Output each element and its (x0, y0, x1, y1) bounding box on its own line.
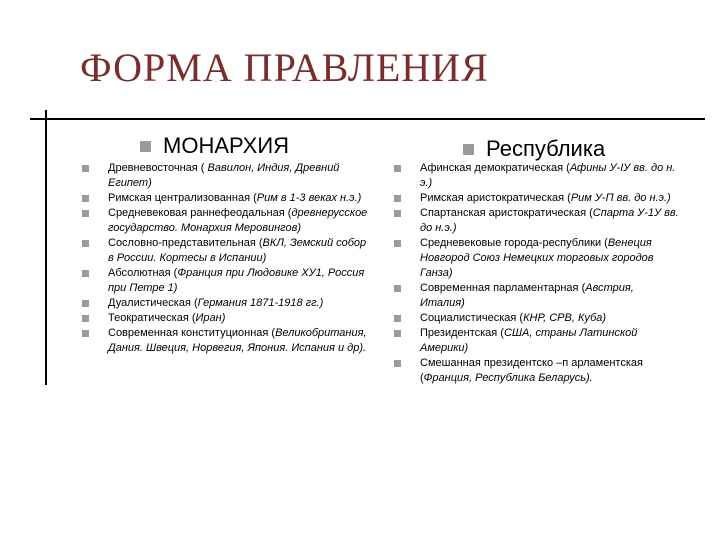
bullet-square-icon (394, 210, 401, 217)
item-title: Сословно-представительная ( (108, 237, 263, 249)
item-detail: Рим У-П вв. до н.э.) (570, 192, 671, 204)
list-item (82, 266, 372, 296)
item-title: Средневековые города-республики ( (420, 237, 608, 249)
monarchy-heading-text: МОНАРХИЯ (163, 133, 290, 158)
bullet-square-icon (82, 210, 89, 217)
item-detail: Вавилон, Индия, Древний Египет) (108, 162, 340, 189)
item-detail: Австрия, Италия) (420, 282, 634, 309)
item-title: Современная конституционная ( (108, 327, 276, 339)
bullet-square-icon (82, 270, 89, 277)
list-item (82, 326, 372, 356)
list-item (82, 296, 372, 311)
bullet-square-icon (463, 144, 474, 155)
bullet-square-icon (394, 315, 401, 322)
republic-heading-text: Республика (486, 136, 606, 161)
left-vertical-rule (45, 110, 47, 385)
bullet-square-icon (394, 330, 401, 337)
item-title: Смешанная президентско –п арламентская ( (420, 357, 643, 384)
list-item (394, 191, 679, 206)
item-title: Спартанская аристократическая ( (420, 207, 593, 219)
item-title: Абсолютная ( (108, 267, 178, 279)
item-detail: Франция, Республика Беларусь). (423, 372, 593, 384)
item-title: Современная парламентарная ( (420, 282, 586, 294)
item-title: Древневосточная ( (108, 162, 205, 174)
bullet-square-icon (394, 165, 401, 172)
bullet-square-icon (394, 240, 401, 247)
list-item (394, 311, 679, 326)
item-detail: Рим в 1-3 веках н.э.) (256, 192, 362, 204)
list-item (82, 161, 372, 191)
item-detail: Великобритания, Дания. Швеция, Норвегия, Япония. Испания и др). (108, 327, 367, 354)
monarchy-list (82, 161, 372, 356)
bullet-square-icon (82, 330, 89, 337)
bullet-square-icon (394, 285, 401, 292)
item-detail: ВКЛ, Земский собор в России. Кортесы в Испании) (108, 237, 367, 264)
item-detail: Иран) (195, 312, 226, 324)
bullet-square-icon (82, 300, 89, 307)
list-item (394, 161, 679, 191)
list-item (394, 236, 679, 281)
list-item (394, 356, 679, 386)
item-detail: США, страны Латинской Америки) (420, 327, 638, 354)
list-item (82, 236, 372, 266)
list-item (82, 191, 372, 206)
item-title: Дуалистическая ( (108, 297, 198, 309)
item-detail: КНР, СРВ, Куба) (523, 312, 607, 324)
list-item (82, 206, 372, 236)
item-detail: Спарта У-1У вв. до н.э.) (420, 207, 679, 234)
slide-title: ФОРМА ПРАВЛЕНИЯ (80, 45, 489, 90)
bullet-square-icon (140, 141, 151, 152)
item-title: Афинская демократическая ( (420, 162, 570, 174)
item-detail: Афины У-ІУ вв. до н. э.) (420, 162, 676, 189)
monarchy-heading (140, 133, 289, 159)
item-title: Теократическая ( (108, 312, 196, 324)
republic-heading (463, 136, 605, 162)
list-item (394, 281, 679, 311)
item-title: Социалистическая ( (420, 312, 524, 324)
title-rule (30, 118, 705, 120)
bullet-square-icon (82, 165, 89, 172)
list-item (82, 311, 372, 326)
bullet-square-icon (82, 240, 89, 247)
bullet-square-icon (82, 315, 89, 322)
item-detail: Германия 1871-1918 гг.) (197, 297, 324, 309)
bullet-square-icon (394, 195, 401, 202)
item-title: Римская аристократическая ( (420, 192, 571, 204)
list-item (394, 326, 679, 356)
item-detail: древнерусское государство. Монархия Меровингов) (108, 207, 368, 234)
bullet-square-icon (82, 195, 89, 202)
list-item (394, 206, 679, 236)
item-detail: Франция при Людовике ХУ1, Россия при Петре 1) (108, 267, 365, 294)
item-detail: Венеция Новгород Союз Немецких торговых городов Ганза) (420, 237, 654, 279)
item-title: Президентская ( (420, 327, 504, 339)
bullet-square-icon (394, 360, 401, 367)
republic-list (394, 161, 679, 386)
item-title: Средневековая раннефеодальная ( (108, 207, 292, 219)
item-title: Римская централизованная ( (108, 192, 257, 204)
